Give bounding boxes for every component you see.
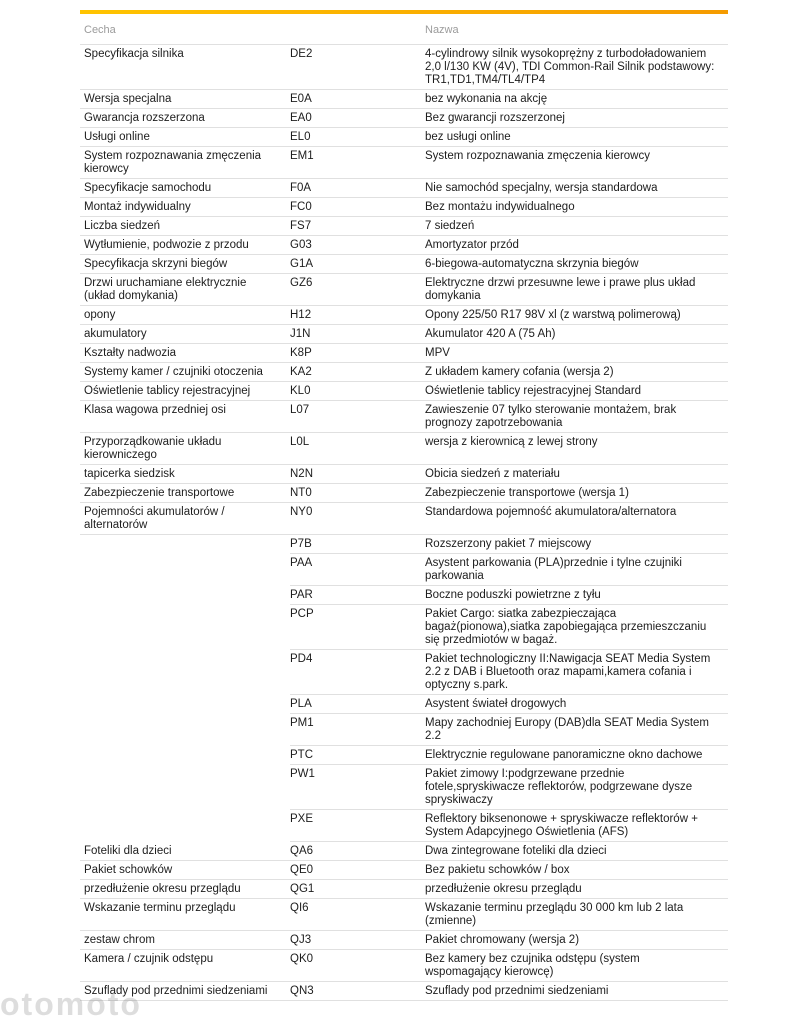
feature-cell: Klasa wagowa przedniej osi (80, 401, 290, 433)
table-row (80, 695, 728, 714)
value-cell: 7 siedzeń (425, 217, 728, 236)
table-row (80, 109, 728, 128)
feature-cell: Oświetlenie tablicy rejestracyjnej (80, 382, 290, 401)
feature-cell: zestaw chrom (80, 931, 290, 950)
code-cell: QE0 (290, 861, 425, 880)
table-row (80, 363, 728, 382)
feature-cell: Specyfikacje samochodu (80, 179, 290, 198)
value-cell: System rozpoznawania zmęczenia kierowcy (425, 147, 728, 179)
table-row (80, 128, 728, 147)
table-body (80, 45, 728, 1001)
value-cell: Pakiet Cargo: siatka zabezpieczająca bagaż(pionowa),siatka zapobiegająca przemieszczaniu się przedmiotów w bagaż. (425, 605, 728, 650)
code-cell: PAR (290, 586, 425, 605)
table-row (80, 810, 728, 842)
table-row (80, 765, 728, 810)
feature-cell: Zabezpieczenie transportowe (80, 484, 290, 503)
table-row (80, 746, 728, 765)
table-header (80, 14, 728, 45)
table-row (80, 179, 728, 198)
value-cell: Reflektory biksenonowe + spryskiwacze reflektorów + System Adapcyjnego Oświetlenia (AFS) (425, 810, 728, 842)
code-cell: H12 (290, 306, 425, 325)
table-row (80, 465, 728, 484)
table-row (80, 605, 728, 650)
code-cell: EM1 (290, 147, 425, 179)
table-row (80, 217, 728, 236)
table-row (80, 382, 728, 401)
value-cell: Bez montażu indywidualnego (425, 198, 728, 217)
code-cell: QA6 (290, 842, 425, 861)
feature-cell: Wytłumienie, podwozie z przodu (80, 236, 290, 255)
code-cell: QI6 (290, 899, 425, 931)
table-row (80, 931, 728, 950)
equipment-table (80, 10, 728, 1001)
table-row (80, 147, 728, 179)
table-row (80, 535, 728, 554)
value-cell: Mapy zachodniej Europy (DAB)dla SEAT Media System 2.2 (425, 714, 728, 746)
value-cell: Asystent świateł drogowych (425, 695, 728, 714)
value-cell: przedłużenie okresu przeglądu (425, 880, 728, 899)
code-cell: EL0 (290, 128, 425, 147)
code-cell: PAA (290, 554, 425, 586)
code-cell: PD4 (290, 650, 425, 695)
feature-cell (80, 605, 290, 650)
code-cell: PCP (290, 605, 425, 650)
code-cell: PM1 (290, 714, 425, 746)
value-cell: Bez gwarancji rozszerzonej (425, 109, 728, 128)
table-row (80, 306, 728, 325)
feature-cell (80, 765, 290, 810)
value-cell: Obicia siedzeń z materiału (425, 465, 728, 484)
feature-cell (80, 810, 290, 842)
value-cell: Nie samochód specjalny, wersja standardowa (425, 179, 728, 198)
value-cell: Rozszerzony pakiet 7 miejscowy (425, 535, 728, 554)
feature-cell: Przyporządkowanie układu kierowniczego (80, 433, 290, 465)
value-cell: Oświetlenie tablicy rejestracyjnej Standard (425, 382, 728, 401)
table-row (80, 344, 728, 363)
value-cell: 4-cylindrowy silnik wysokoprężny z turbodoładowaniem 2,0 l/130 KW (4V), TDI Common-Rail Silnik podstawowy: TR1,TD1,TM4/TL4/TP4 (425, 45, 728, 90)
table-row (80, 982, 728, 1001)
table-row (80, 433, 728, 465)
code-cell: PW1 (290, 765, 425, 810)
value-cell: Pakiet technologiczny II:Nawigacja SEAT Media System 2.2 z DAB i Bluetooth oraz mapami,kamera cofania i optyczny s.park. (425, 650, 728, 695)
value-cell: 6-biegowa-automatyczna skrzynia biegów (425, 255, 728, 274)
value-cell: Szuflady pod przednimi siedzeniami (425, 982, 728, 1001)
code-cell: P7B (290, 535, 425, 554)
code-cell: G03 (290, 236, 425, 255)
value-cell: bez usługi online (425, 128, 728, 147)
table-row (80, 198, 728, 217)
value-cell: Amortyzator przód (425, 236, 728, 255)
code-cell: QK0 (290, 950, 425, 982)
table-row (80, 880, 728, 899)
table-row (80, 401, 728, 433)
value-cell: Pakiet chromowany (wersja 2) (425, 931, 728, 950)
table-row (80, 554, 728, 586)
feature-cell: Usługi online (80, 128, 290, 147)
code-cell: PXE (290, 810, 425, 842)
feature-cell: Liczba siedzeń (80, 217, 290, 236)
value-cell: Opony 225/50 R17 98V xl (z warstwą polimerową) (425, 306, 728, 325)
feature-cell: Kamera / czujnik odstępu (80, 950, 290, 982)
feature-cell: akumulatory (80, 325, 290, 344)
value-cell: Standardowa pojemność akumulatora/alternatora (425, 503, 728, 535)
feature-cell (80, 554, 290, 586)
table-row (80, 45, 728, 90)
code-cell: K8P (290, 344, 425, 363)
code-cell: FC0 (290, 198, 425, 217)
table-row (80, 586, 728, 605)
feature-cell: Specyfikacja skrzyni biegów (80, 255, 290, 274)
feature-cell: Drzwi uruchamiane elektrycznie (układ domykania) (80, 274, 290, 306)
code-cell: EA0 (290, 109, 425, 128)
value-cell: Dwa zintegrowane foteliki dla dzieci (425, 842, 728, 861)
table-row (80, 236, 728, 255)
feature-cell (80, 714, 290, 746)
code-cell: F0A (290, 179, 425, 198)
table-row (80, 255, 728, 274)
code-cell: QJ3 (290, 931, 425, 950)
feature-cell: Pakiet schowków (80, 861, 290, 880)
code-cell: N2N (290, 465, 425, 484)
code-cell: DE2 (290, 45, 425, 90)
value-cell: Zawieszenie 07 tylko sterowanie montażem, brak prognozy zapotrzebowania (425, 401, 728, 433)
feature-cell (80, 650, 290, 695)
value-cell: Akumulator 420 A (75 Ah) (425, 325, 728, 344)
code-cell: L07 (290, 401, 425, 433)
table-row (80, 484, 728, 503)
table-row (80, 650, 728, 695)
code-cell: G1A (290, 255, 425, 274)
feature-cell (80, 746, 290, 765)
value-cell: bez wykonania na akcję (425, 90, 728, 109)
feature-cell: przedłużenie okresu przeglądu (80, 880, 290, 899)
feature-cell (80, 695, 290, 714)
code-cell: KL0 (290, 382, 425, 401)
table-row (80, 861, 728, 880)
code-cell: PLA (290, 695, 425, 714)
table-row (80, 714, 728, 746)
code-cell: QN3 (290, 982, 425, 1001)
feature-cell: Montaż indywidualny (80, 198, 290, 217)
value-cell: Bez kamery bez czujnika odstępu (system wspomagający kierowcę) (425, 950, 728, 982)
table-row (80, 325, 728, 344)
table-row (80, 899, 728, 931)
code-cell: NT0 (290, 484, 425, 503)
feature-cell: Kształty nadwozia (80, 344, 290, 363)
feature-cell: Specyfikacja silnika (80, 45, 290, 90)
column-header-cecha: Cecha (84, 24, 116, 36)
feature-cell: Szuflady pod przednimi siedzeniami (80, 982, 290, 1001)
column-header-nazwa: Nazwa (425, 24, 459, 36)
table-row (80, 274, 728, 306)
code-cell: L0L (290, 433, 425, 465)
feature-cell: Pojemności akumulatorów / alternatorów (80, 503, 290, 535)
code-cell: E0A (290, 90, 425, 109)
value-cell: Pakiet zimowy I:podgrzewane przednie fotele,spryskiwacze reflektorów, podgrzewane dysze spryskiwaczy (425, 765, 728, 810)
feature-cell: System rozpoznawania zmęczenia kierowcy (80, 147, 290, 179)
value-cell: Z układem kamery cofania (wersja 2) (425, 363, 728, 382)
table-row (80, 90, 728, 109)
code-cell: FS7 (290, 217, 425, 236)
feature-cell: Gwarancja rozszerzona (80, 109, 290, 128)
table-row (80, 842, 728, 861)
feature-cell: Wersja specjalna (80, 90, 290, 109)
value-cell: Zabezpieczenie transportowe (wersja 1) (425, 484, 728, 503)
value-cell: Elektryczne drzwi przesuwne lewe i prawe plus układ domykania (425, 274, 728, 306)
value-cell: Bez pakietu schowków / box (425, 861, 728, 880)
code-cell: NY0 (290, 503, 425, 535)
value-cell: Boczne poduszki powietrzne z tyłu (425, 586, 728, 605)
code-cell: QG1 (290, 880, 425, 899)
feature-cell: Systemy kamer / czujniki otoczenia (80, 363, 290, 382)
table-row (80, 503, 728, 535)
feature-cell (80, 535, 290, 554)
value-cell: Wskazanie terminu przeglądu 30 000 km lub 2 lata (zmienne) (425, 899, 728, 931)
value-cell: Elektrycznie regulowane panoramiczne okno dachowe (425, 746, 728, 765)
feature-cell: Foteliki dla dzieci (80, 842, 290, 861)
feature-cell: opony (80, 306, 290, 325)
table-row (80, 950, 728, 982)
watermark: otomoto (0, 986, 142, 1022)
code-cell: GZ6 (290, 274, 425, 306)
value-cell: wersja z kierownicą z lewej strony (425, 433, 728, 465)
code-cell: KA2 (290, 363, 425, 382)
value-cell: Asystent parkowania (PLA)przednie i tylne czujniki parkowania (425, 554, 728, 586)
feature-cell: tapicerka siedzisk (80, 465, 290, 484)
feature-cell (80, 586, 290, 605)
code-cell: J1N (290, 325, 425, 344)
code-cell: PTC (290, 746, 425, 765)
value-cell: MPV (425, 344, 728, 363)
feature-cell: Wskazanie terminu przeglądu (80, 899, 290, 931)
